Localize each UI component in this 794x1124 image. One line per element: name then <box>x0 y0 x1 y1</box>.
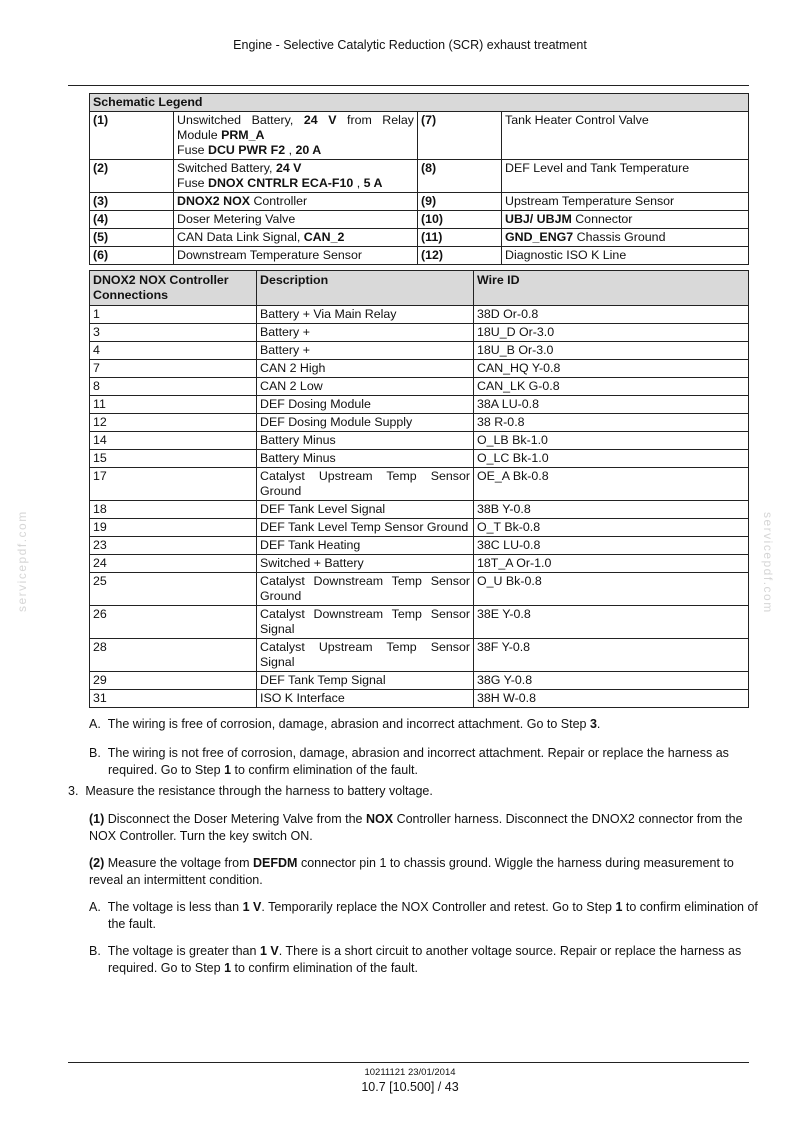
legend-desc: Switched Battery, 24 V Fuse DNOX CNTRLR ECA-F10 , 5 A <box>174 160 418 193</box>
description-cell: Battery Minus <box>257 432 474 450</box>
wire-id-cell: O_LC Bk-1.0 <box>474 450 749 468</box>
table-row <box>90 639 749 672</box>
watermark-right: servicepdf.com <box>761 512 775 614</box>
legend-num: (5) <box>90 229 174 247</box>
result-b-step2: B. The wiring is not free of corrosion, damage, abrasion and incorrect attachment. Repair or replace the harness as required. Go to Step 1 to confirm elimination of the fault. <box>89 746 729 777</box>
pin-cell: 14 <box>90 432 257 450</box>
legend-row <box>90 247 749 265</box>
legend-desc: Diagnostic ISO K Line <box>502 247 749 265</box>
description-cell: ISO K Interface <box>257 690 474 708</box>
legend-desc: Upstream Temperature Sensor <box>502 193 749 211</box>
column-header-description: Description <box>257 271 474 306</box>
description-cell: Catalyst Upstream Temp Sensor Ground <box>257 468 474 501</box>
result-a-step2: A. The wiring is free of corrosion, damage, abrasion and incorrect attachment. Go to Step 3. <box>89 717 601 731</box>
legend-row <box>90 211 749 229</box>
description-cell: DEF Tank Level Signal <box>257 501 474 519</box>
header-rule <box>68 85 749 86</box>
legend-num: (2) <box>90 160 174 193</box>
legend-desc: DNOX2 NOX Controller <box>174 193 418 211</box>
pin-cell: 3 <box>90 324 257 342</box>
table-row <box>90 360 749 378</box>
pin-cell: 18 <box>90 501 257 519</box>
controller-connections-table <box>89 270 749 708</box>
description-cell: CAN 2 High <box>257 360 474 378</box>
column-header-connections: DNOX2 NOX Controller Connections <box>90 271 257 306</box>
legend-num: (11) <box>418 229 502 247</box>
legend-num: (10) <box>418 211 502 229</box>
legend-num: (6) <box>90 247 174 265</box>
table-header-row <box>90 271 749 306</box>
pin-cell: 28 <box>90 639 257 672</box>
legend-desc: Doser Metering Valve <box>174 211 418 229</box>
description-cell: Catalyst Upstream Temp Sensor Signal <box>257 639 474 672</box>
wire-id-cell: 18T_A Or-1.0 <box>474 555 749 573</box>
legend-title: Schematic Legend <box>90 94 749 112</box>
legend-desc: UBJ/ UBJM Connector <box>502 211 749 229</box>
legend-row <box>90 229 749 247</box>
description-cell: DEF Dosing Module Supply <box>257 414 474 432</box>
pin-cell: 7 <box>90 360 257 378</box>
legend-num: (4) <box>90 211 174 229</box>
legend-desc: CAN Data Link Signal, CAN_2 <box>174 229 418 247</box>
legend-desc: GND_ENG7 Chassis Ground <box>502 229 749 247</box>
table-row <box>90 537 749 555</box>
pin-cell: 25 <box>90 573 257 606</box>
legend-num: (3) <box>90 193 174 211</box>
table-row <box>90 396 749 414</box>
pin-cell: 23 <box>90 537 257 555</box>
wire-id-cell: 18U_B Or-3.0 <box>474 342 749 360</box>
wire-id-cell: 38H W-0.8 <box>474 690 749 708</box>
column-header-wire-id: Wire ID <box>474 271 749 306</box>
wire-id-cell: O_T Bk-0.8 <box>474 519 749 537</box>
table-row <box>90 690 749 708</box>
procedure-step-1: (1) Disconnect the Doser Metering Valve from the NOX Controller harness. Disconnect the DNOX2 connector from the NOX Controller. Turn the key switch ON. <box>89 812 743 843</box>
table-row <box>90 306 749 324</box>
legend-row <box>90 112 749 160</box>
description-cell: DEF Tank Heating <box>257 537 474 555</box>
table-row <box>90 432 749 450</box>
legend-num: (12) <box>418 247 502 265</box>
description-cell: Battery + Via Main Relay <box>257 306 474 324</box>
table-row <box>90 378 749 396</box>
wire-id-cell: 38C LU-0.8 <box>474 537 749 555</box>
legend-row <box>90 193 749 211</box>
page-header-title: Engine - Selective Catalytic Reduction (SCR) exhaust treatment <box>233 38 587 52</box>
wire-id-cell: 38F Y-0.8 <box>474 639 749 672</box>
pin-cell: 29 <box>90 672 257 690</box>
wire-id-cell: 18U_D Or-3.0 <box>474 324 749 342</box>
description-cell: Catalyst Downstream Temp Sensor Ground <box>257 573 474 606</box>
description-cell: Battery + <box>257 324 474 342</box>
footer-rule <box>68 1062 749 1063</box>
legend-num: (9) <box>418 193 502 211</box>
table-row <box>90 555 749 573</box>
procedure-step-2: (2) Measure the voltage from DEFDM connector pin 1 to chassis ground. Wiggle the harness during measurement to reveal an intermittent condition. <box>89 856 734 887</box>
pin-cell: 19 <box>90 519 257 537</box>
description-cell: DEF Dosing Module <box>257 396 474 414</box>
pin-cell: 31 <box>90 690 257 708</box>
description-cell: DEF Tank Temp Signal <box>257 672 474 690</box>
wire-id-cell: O_U Bk-0.8 <box>474 573 749 606</box>
pin-cell: 26 <box>90 606 257 639</box>
table-row <box>90 573 749 606</box>
legend-desc: DEF Level and Tank Temperature <box>502 160 749 193</box>
description-cell: Battery Minus <box>257 450 474 468</box>
description-cell: Battery + <box>257 342 474 360</box>
legend-desc: Downstream Temperature Sensor <box>174 247 418 265</box>
legend-num: (7) <box>418 112 502 160</box>
legend-desc: Tank Heater Control Valve <box>502 112 749 160</box>
description-cell: DEF Tank Level Temp Sensor Ground <box>257 519 474 537</box>
wire-id-cell: OE_A Bk-0.8 <box>474 468 749 501</box>
wire-id-cell: 38D Or-0.8 <box>474 306 749 324</box>
pin-cell: 15 <box>90 450 257 468</box>
table-row <box>90 324 749 342</box>
legend-row <box>90 160 749 193</box>
table-row <box>90 519 749 537</box>
pin-cell: 4 <box>90 342 257 360</box>
pin-cell: 24 <box>90 555 257 573</box>
description-cell: CAN 2 Low <box>257 378 474 396</box>
result-a-step3: A. The voltage is less than 1 V. Temporarily replace the NOX Controller and retest. Go to Step 1 to confirm elimination of the fault. <box>89 900 758 931</box>
wire-id-cell: 38B Y-0.8 <box>474 501 749 519</box>
table-row <box>90 468 749 501</box>
document-id: 10211121 23/01/2014 <box>364 1067 456 1078</box>
watermark-left: servicepdf.com <box>15 510 29 612</box>
table-row <box>90 414 749 432</box>
pin-cell: 1 <box>90 306 257 324</box>
schematic-legend-table <box>89 93 749 265</box>
legend-num: (8) <box>418 160 502 193</box>
description-cell: Switched + Battery <box>257 555 474 573</box>
table-row <box>90 606 749 639</box>
pin-cell: 17 <box>90 468 257 501</box>
legend-desc: Unswitched Battery, 24 V from Relay Module PRM_A Fuse DCU PWR F2 , 20 A <box>174 112 418 160</box>
wire-id-cell: 38A LU-0.8 <box>474 396 749 414</box>
pin-cell: 11 <box>90 396 257 414</box>
table-row <box>90 342 749 360</box>
page-number: 10.7 [10.500] / 43 <box>361 1080 459 1094</box>
wire-id-cell: CAN_LK G-0.8 <box>474 378 749 396</box>
wire-id-cell: O_LB Bk-1.0 <box>474 432 749 450</box>
table-row <box>90 672 749 690</box>
wire-id-cell: 38E Y-0.8 <box>474 606 749 639</box>
description-cell: Catalyst Downstream Temp Sensor Signal <box>257 606 474 639</box>
wire-id-cell: 38G Y-0.8 <box>474 672 749 690</box>
result-b-step3: B. The voltage is greater than 1 V. There is a short circuit to another voltage source. Repair or replace the harness as required. Go to Step 1 to confirm elimination of the fault. <box>89 944 742 975</box>
pin-cell: 12 <box>90 414 257 432</box>
table-row <box>90 450 749 468</box>
legend-num: (1) <box>90 112 174 160</box>
wire-id-cell: 38 R-0.8 <box>474 414 749 432</box>
step-3: 3. Measure the resistance through the harness to battery voltage. <box>68 784 433 798</box>
pin-cell: 8 <box>90 378 257 396</box>
table-row <box>90 501 749 519</box>
wire-id-cell: CAN_HQ Y-0.8 <box>474 360 749 378</box>
